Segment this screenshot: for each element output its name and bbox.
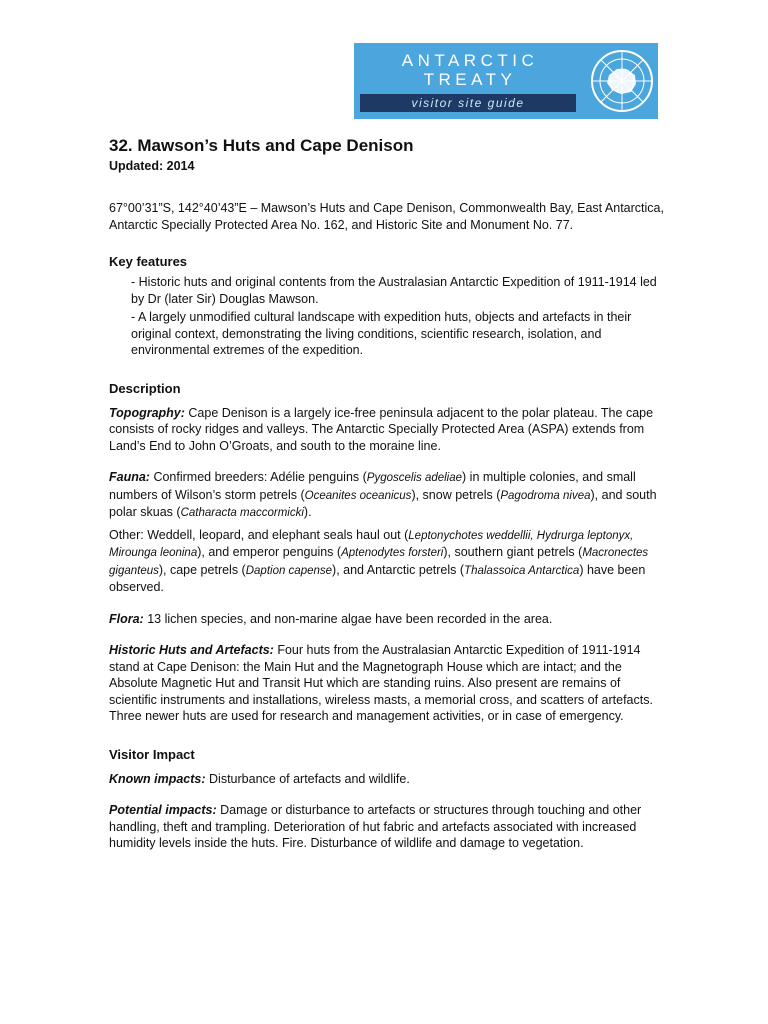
known-impacts-paragraph bbox=[109, 771, 664, 788]
fauna-paragraph bbox=[109, 469, 664, 522]
fauna-label: Fauna: bbox=[109, 470, 150, 484]
flora-text: 13 lichen species, and non-marine algae have been recorded in the area. bbox=[143, 611, 553, 626]
species-name: Pagodroma nivea bbox=[500, 489, 591, 502]
updated-date: Updated: 2014 bbox=[109, 159, 195, 173]
other-text: ), cape petrels ( bbox=[158, 562, 246, 577]
other-text: ) have been observed. bbox=[109, 562, 646, 594]
historic-huts-label: Historic Huts and Artefacts: bbox=[109, 643, 274, 657]
potential-impacts-label: Potential impacts: bbox=[109, 803, 217, 817]
known-impacts-label: Known impacts: bbox=[109, 771, 206, 786]
species-name: Aptenodytes forsteri bbox=[341, 547, 444, 559]
species-name: Leptonychotes weddellii, Hydrurga leptonyx, Mirounga leonina bbox=[109, 529, 634, 559]
other-text: ), southern giant petrels ( bbox=[443, 545, 583, 559]
key-features-heading: Key features bbox=[109, 254, 188, 269]
potential-impacts-text: Damage or disturbance to artefacts or structures through touching and other handling, theft and trampling. Deterioration of hut fabric and artefacts associated with increased humidity levels inside the huts. Fire. Disturbance of wildlife and damage to vegetation. bbox=[109, 803, 642, 850]
topography-text: Cape Denison is a largely ice-free peninsula adjacent to the polar plateau. The cape consists of rocky ridges and valleys. The Antarctic Specially Protected Area (ASPA) extends from Land’s End to John O’Groats, and south to the moraine line. bbox=[109, 405, 654, 453]
banner-subtitle: visitor site guide bbox=[360, 94, 576, 112]
species-name: Oceanites oceanicus bbox=[304, 489, 412, 502]
fauna-text: ) in multiple colonies, and small numbers of Wilson’s storm petrels ( bbox=[109, 470, 636, 502]
fauna-text: Confirmed breeders: Adélie penguins ( bbox=[149, 470, 367, 484]
other-text: ), and Antarctic petrels ( bbox=[332, 562, 465, 577]
species-name: Catharacta maccormicki bbox=[180, 507, 304, 519]
header-banner bbox=[354, 43, 658, 119]
topography-paragraph bbox=[109, 405, 664, 455]
fauna-text: ). bbox=[303, 505, 312, 519]
flora-label: Flora: bbox=[109, 611, 144, 626]
flora-paragraph bbox=[109, 611, 664, 628]
species-name: Daption capense bbox=[245, 564, 333, 577]
key-feature-item: - A largely unmodified cultural landscape with expedition huts, objects and artefacts in their original context, demonstrating the living conditions, scientific research, isolation, and environmental extremes of the expedition. bbox=[131, 310, 632, 357]
potential-impacts-paragraph bbox=[109, 802, 664, 852]
description-heading: Description bbox=[109, 380, 181, 396]
historic-huts-text: Four huts from the Australasian Antarctic Expedition of 1911-1914 stand at Cape Denison: the Main Hut and the Magnetograph House which are intact; and the Absolute Magnetic Hut and Transit Hut which are standing ruins. Also present are remains of scientific instruments and installations, wireless masts, a memorial cross, and scatters of artefacts. Three newer huts are used for research and management activities, or in case of emergency. bbox=[109, 643, 653, 723]
key-feature-item: - Historic huts and original contents from the Australasian Antarctic Expedition of 1911-1914 led by Dr (later Sir) Douglas Mawson. bbox=[131, 275, 657, 306]
historic-huts-paragraph bbox=[109, 642, 664, 725]
banner-title-line2: TREATY bbox=[423, 70, 517, 89]
banner-title-line1: ANTARCTIC bbox=[401, 51, 539, 70]
page-title: 32. Mawson’s Huts and Cape Denison bbox=[109, 136, 414, 155]
location-paragraph: 67°00’31”S, 142°40’43”E – Mawson’s Huts and Cape Denison, Commonwealth Bay, East Antarctica, Antarctic Specially Protected Area No. 162, and Historic Site and Monument No. 77. bbox=[109, 201, 664, 232]
other-text: Other: Weddell, leopard, and elephant seals haul out ( bbox=[109, 527, 409, 542]
species-name: Macronectes giganteus bbox=[109, 547, 649, 577]
topography-label: Topography: bbox=[109, 405, 185, 420]
document-body bbox=[109, 133, 664, 852]
species-name: Thalassoica Antarctica bbox=[464, 564, 580, 577]
known-impacts-text: Disturbance of artefacts and wildlife. bbox=[205, 771, 410, 786]
fauna-text: ), snow petrels ( bbox=[411, 487, 501, 502]
fauna-text: ), and south polar skuas ( bbox=[109, 487, 657, 519]
visitor-impact-heading: Visitor Impact bbox=[109, 746, 195, 762]
antarctic-treaty-emblem-icon bbox=[589, 47, 655, 115]
species-name: Pygoscelis adeliae bbox=[366, 472, 463, 484]
other-fauna-paragraph bbox=[109, 527, 664, 596]
other-text: ), and emperor penguins ( bbox=[197, 545, 342, 559]
